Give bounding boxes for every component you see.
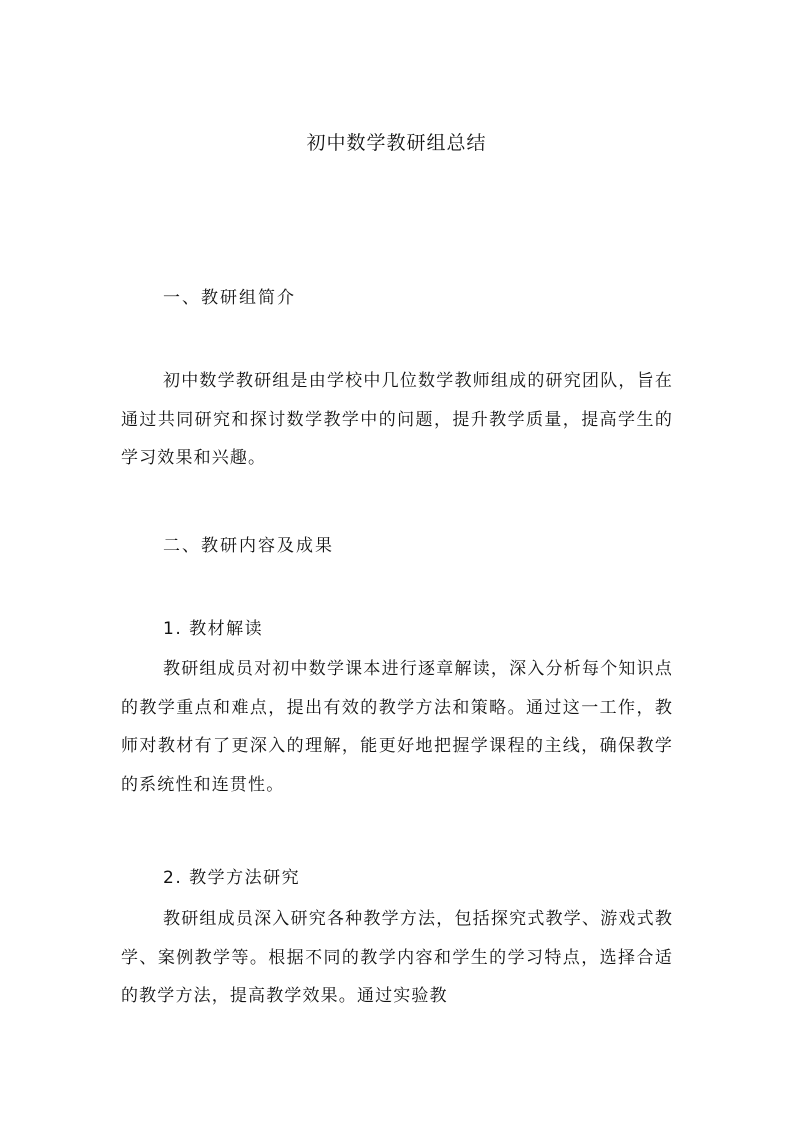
paragraph-methods: 教研组成员深入研究各种教学方法，包括探究式教学、游戏式教学、案例教学等。根据不同的教学内容和学生的学习特点，选择合适的教学方法，提高教学效果。通过实验教	[121, 909, 673, 1006]
document-title: 初中数学教研组总结	[306, 132, 487, 154]
paragraph-intro: 初中数学教研组是由学校中几位数学教师组成的研究团队，旨在通过共同研究和探讨数学教学中的问题，提升教学质量，提高学生的学习效果和兴趣。	[121, 371, 673, 468]
subheading-textbook: 1. 教材解读	[163, 619, 264, 639]
paragraph-textbook: 教研组成员对初中数学课本进行逐章解读，深入分析每个知识点的教学重点和难点，提出有效的教学方法和策略。通过这一工作，教师对教材有了更深入的理解，能更好地把握学课程的主线，确保教学的系统性和连贯性。	[121, 659, 673, 795]
section-heading-intro: 一、教研组简介	[163, 288, 296, 308]
section-heading-content: 二、教研内容及成果	[163, 536, 334, 556]
subheading-methods: 2. 教学方法研究	[163, 868, 301, 888]
